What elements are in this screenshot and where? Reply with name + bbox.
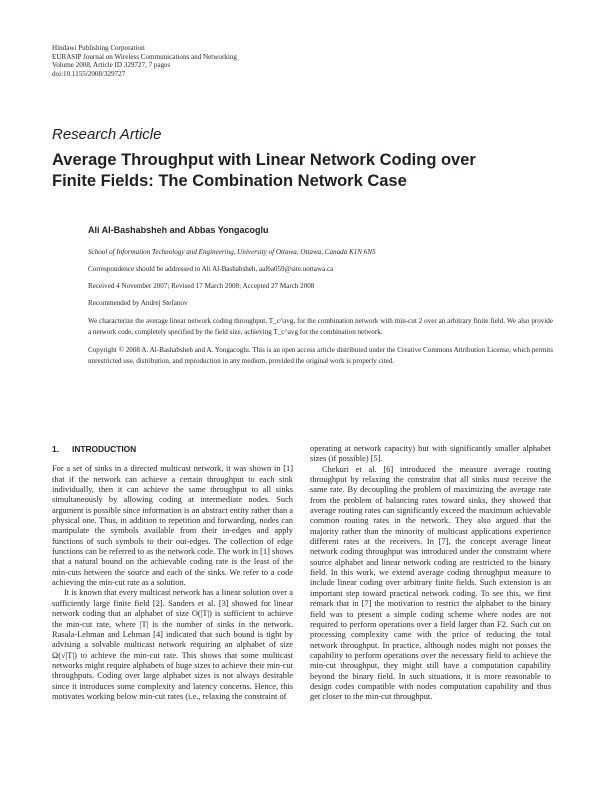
- article-type: Research Article: [52, 126, 162, 143]
- dates: Received 4 November 2007; Revised 17 March 2008; Accepted 27 March 2008: [88, 282, 315, 290]
- section-title: INTRODUCTION: [72, 444, 137, 454]
- article-title: [52, 150, 552, 192]
- doi: doi:10.1155/2008/329727: [52, 69, 126, 78]
- volume-info: Volume 2008, Article ID 329727, 7 pages: [52, 61, 171, 70]
- abstract: [88, 316, 553, 366]
- title-line: Average Throughput with Linear Network Coding over: [52, 151, 476, 169]
- abstract-text: We characterize the average linear network coding throughput, T_c^avg, for the combination network with min-cut 2 over an arbitrary finite field. We also provide a network code, completely specified by the field size, achieving T_c^avg for the combination network.: [88, 317, 553, 336]
- title-line: Finite Fields: The Combination Network Case: [52, 172, 407, 190]
- paragraph: It is known that every multicast network has a linear solution over a sufficiently large finite field [2]. Sanders et al. [3] showed for linear network coding that an alphabet of size O(|T|) is sufficient to achieve the min-cut rate, where |T| is the number of sinks in the network. Rasala-Lehman and Lehman [4] indicated that such bound is tight by advising a solvable multicast network requiring an alphabet of size Ω(√|T|) to achieve the min-cut rate. This shows that some multicast networks might require alphabets of huge sizes to achieve their min-cut throughputs. Coding over large alphabet sizes is not always desirable since it introduces some complexity and latency concerns. Hence, this motivates working below min-cut rates (i.e., relaxing the constraint of: [52, 588, 293, 701]
- paragraph: Chekuri et al. [6] introduced the measure average routing throughput by relaxing the constraint that all sinks must receive the same rate. By decoupling the problem of maximizing the average rate from the problem of balancing rates toward sinks, they showed that average routing rates can significantly exceed the maximum achievable common routing rates in the network. They also argued that the majority rather than the minority of multicast applications experience different rates at the receivers. In [7], the concept average linear network coding throughput was introduced under the constraint where source alphabet and linear network coding are restricted to the binary field. In this work, we extend average coding throughput measure to include linear coding over arbitrary finite fields. Such extension is an important step toward practical network coding. To see this, we first remark that in [7] the motivation to restrict the alphabet to the binary field was to present a simple coding scheme where nodes are not required to perform operations over a field larger than F2. Such cut on processing complexity came with the price of reducing the total network throughput. In practice, although nodes might not posses the capability to perform operations over the necessary field to achieve the min-cut throughput, they might still have a computation capability beyond the binary field. In such situations, it is more reasonable to design codes compatible with nodes computation capability and thus get closer to the min-cut throughput.: [310, 464, 551, 702]
- section-number: 1.: [52, 444, 59, 454]
- correspondence: Correspondence should be addressed to Ali Al-Bashabsheh, aalba059@site.uottawa.ca: [88, 265, 334, 273]
- authors: Ali Al-Bashabsheh and Abbas Yongacoglu: [88, 225, 269, 235]
- paragraph: operating at network capacity) but with significantly smaller alphabet sizes (if possible) [5].: [310, 444, 551, 464]
- recommended-by: Recommended by Andrej Stefanov: [88, 299, 188, 307]
- section-heading: [52, 444, 293, 454]
- copyright-text: Copyright © 2008 A. Al-Bashabsheh and A. Yongacoglu. This is an open access article distributed under the Creative Commons Attribution License, which permits unrestricted use, distribution, and reproduction in any medium, provided the original work is properly cited.: [88, 346, 553, 365]
- paragraph: For a set of sinks in a directed multicast network, it was shown in [1] that if the network can achieve a certain throughput to each sink individually, then it can achieve the same throughput to all sinks simultaneously by allowing coding at intermediate nodes. Such argument is possible since information is an abstract entity rather than a physical one. Thus, in addition to repetition and forwarding, nodes can manipulate the symbols available from their in-edges and apply functions of such symbols to their out-edges. The collection of edge functions can be referred to as the network code. The work in [1] shows that a natural bound on the achievable coding rate is the least of the min-cuts between the source and each of the sinks. We refer to a code achieving the min-cut rate as a solution.: [52, 464, 293, 588]
- left-column: [52, 444, 293, 702]
- front-matter: [88, 224, 553, 374]
- right-column: [310, 444, 551, 703]
- journal-header: [52, 44, 237, 78]
- journal-name: EURASIP Journal on Wireless Communications and Networking: [52, 52, 237, 61]
- affiliation: School of Information Technology and Engineering, University of Ottawa, Ottawa, Canada K1N 6N5: [88, 248, 376, 256]
- publisher: Hindawi Publishing Corporation: [52, 44, 145, 52]
